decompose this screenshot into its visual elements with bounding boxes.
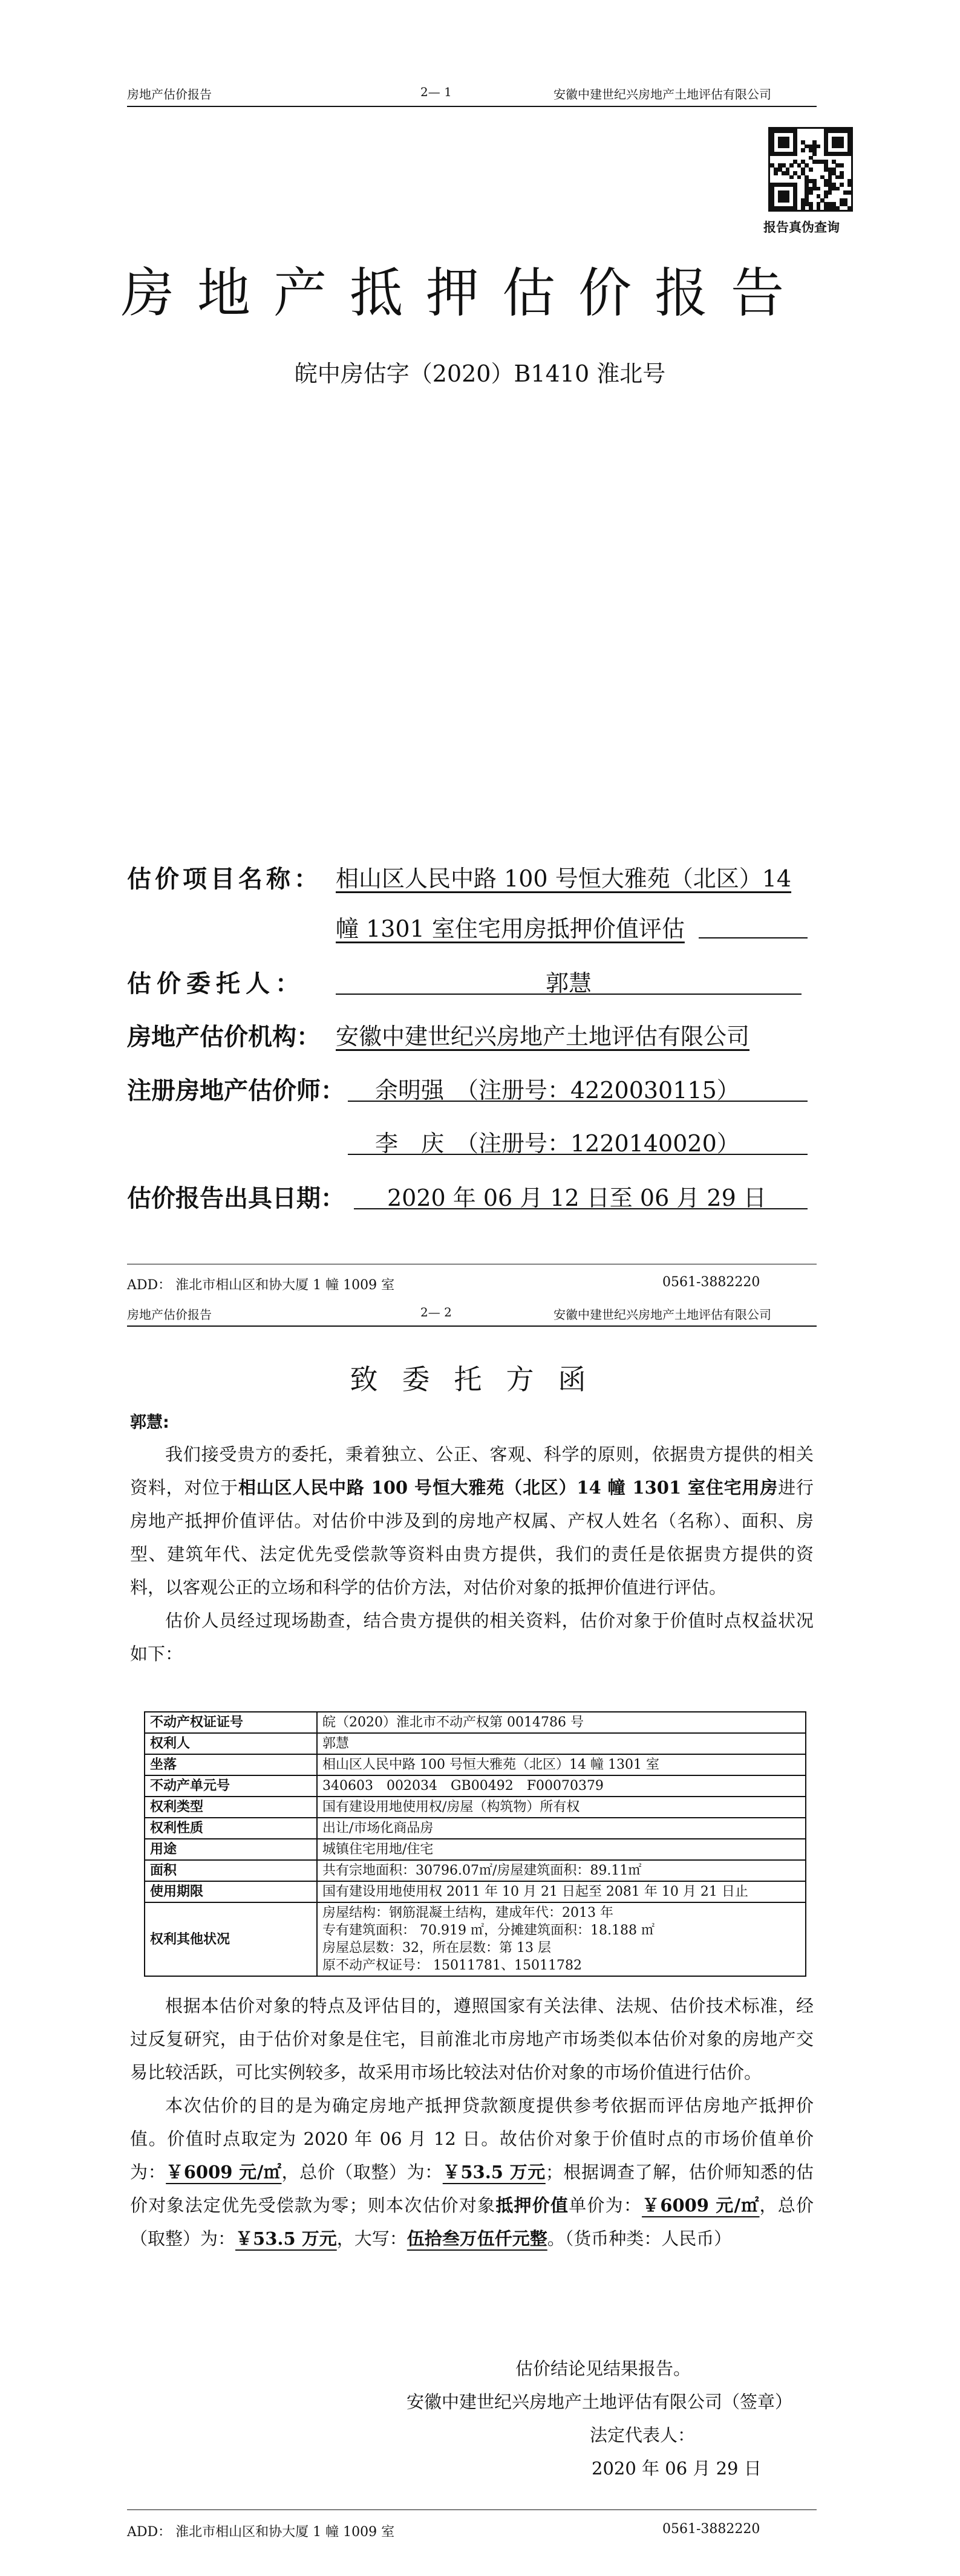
- table-key-cell: 使用期限: [145, 1881, 317, 1902]
- table-key-cell: 权利性质: [145, 1818, 317, 1839]
- header-left: 房地产估价报告: [127, 1307, 212, 1322]
- table-row: [145, 1797, 806, 1818]
- header-right: 安徽中建世纪兴房地产土地评估有限公司: [553, 1307, 771, 1322]
- appraiser-label: 注册房地产估价师：: [127, 1076, 345, 1105]
- table-key-cell: 坐落: [145, 1754, 317, 1775]
- table-key-cell: 不动产权证证号: [145, 1712, 317, 1733]
- table-value-cell: 国有建设用地使用权 2011 年 10 月 21 日起至 2081 年 10 月 21 日止: [317, 1881, 806, 1902]
- header-page-number: 2— 2: [420, 1305, 452, 1319]
- table-row: [145, 1712, 806, 1733]
- table-row: [145, 1839, 806, 1860]
- para3-text: 根据本估价对象的特点及评估目的，遵照国家有关法律、法规、估价技术标准，经过反复研究，由于估价对象是住宅，目前淮北市房地产市场类似本估价对象的房地产交易比较活跃，可比实例较多，故采用市场比较法对估价对象的市场价值进行估价。: [130, 1995, 814, 2083]
- table-row: [145, 1860, 806, 1881]
- date-underline: [354, 1208, 808, 1209]
- table-value-cell: 城镇住宅用地/住宅: [317, 1839, 806, 1860]
- table-key-cell: 权利其他状况: [145, 1902, 317, 1976]
- other-status-line: 专有建筑面积： 70.919 ㎡，分摊建筑面积：18.188 ㎡: [322, 1923, 655, 1938]
- footer-phone: 0561-3882220: [662, 2522, 760, 2537]
- mortgage-total-price: ￥53.5 万元: [235, 2228, 337, 2249]
- table-row: [145, 1881, 806, 1902]
- market-unit-price: ￥6009 元/㎡: [166, 2162, 282, 2182]
- header-rule: [127, 106, 817, 107]
- mortgage-unit-price: ￥6009 元/㎡: [642, 2195, 760, 2216]
- para1-text-a: 我们接受贵方的委托，秉着独立、公正、客观、科学的原则，依据贵方提供的相关资料，对位于: [130, 1444, 814, 1498]
- footer-address: ADD： 淮北市相山区和协大厦 1 幢 1009 室: [127, 2525, 395, 2540]
- other-status-line: 房屋结构：钢筋混凝土结构，建成年代：2013 年: [322, 1905, 613, 1921]
- company-signature: 安徽中建世纪兴房地产土地评估有限公司（签章）: [407, 2392, 793, 2412]
- legal-representative: 法定代表人：: [590, 2425, 696, 2445]
- project-value-line2: 幢 1301 室住宅用房抵押价值评估: [336, 916, 685, 942]
- table-key-cell: 权利类型: [145, 1797, 317, 1818]
- report-title: 房地产抵押估价报告: [121, 262, 808, 324]
- client-label: 估价委托人：: [127, 969, 305, 998]
- table-value-cell: 皖（2020）淮北市不动产权第 0014786 号: [317, 1712, 806, 1733]
- mortgage-value-label: 抵押价值: [495, 2195, 569, 2216]
- table-key-cell: 权利人: [145, 1733, 317, 1754]
- qr-caption: 报告真伪查询: [763, 220, 840, 235]
- market-total-price: ￥53.5 万元: [442, 2162, 546, 2182]
- table-value-cell: 相山区人民中路 100 号恒大雅苑（北区）14 幢 1301 室: [317, 1754, 806, 1775]
- table-value-cell: 郭慧: [317, 1733, 806, 1754]
- table-value-cell: [317, 1902, 806, 1976]
- salutation: 郭慧:: [130, 1413, 169, 1432]
- rights-table: [144, 1711, 806, 1977]
- paragraph-intro: [130, 1438, 814, 1671]
- property-address-bold: 相山区人民中路 100 号恒大雅苑（北区）14 幢 1301 室住宅用房: [238, 1477, 779, 1498]
- sign-date: 2020 年 06 月 29 日: [592, 2458, 762, 2479]
- letter-title: 致委托方函: [350, 1363, 610, 1396]
- table-value-cell: 340603 002034 GB00492 F00070379: [317, 1775, 806, 1797]
- date-value: 2020 年 06 月 12 日至 06 月 29 日: [387, 1185, 766, 1211]
- table-row: [145, 1902, 806, 1976]
- appraiser-2: 李 庆 （注册号：1220140020）: [375, 1130, 740, 1157]
- header-right: 安徽中建世纪兴房地产土地评估有限公司: [553, 87, 771, 102]
- header-page-number: 2— 1: [420, 85, 452, 99]
- project-value-line1: 相山区人民中路 100 号恒大雅苑（北区）14: [336, 865, 792, 892]
- other-status-line: 房屋总层数：32，所在层数：第 13 层: [322, 1940, 551, 1956]
- table-value-cell: 出让/市场化商品房: [317, 1818, 806, 1839]
- other-status-line: 原不动产权证号： 15011781、15011782: [322, 1958, 582, 1973]
- table-key-cell: 面积: [145, 1860, 317, 1881]
- qr-code-icon[interactable]: [768, 127, 853, 212]
- para4-text: 本次估价的目的是为确定房地产抵押贷款额度提供参考依据而评估房地产抵押价值。价值时点取定为 2020 年 06 月 12 日。故估价对象于价值时点的市场价值单价为：￥6009 元/㎡，总价（取整）为：￥53.5 万元；根据调查了解，估价师知悉的估价对象法定优先受偿款为零；则本次估价对象抵押价值单价为：￥6009 元/㎡，总价（取整）为：￥53.5 万元，大写：伍拾叁万伍仟元整。（货币种类：人民币）: [130, 2095, 814, 2249]
- date-label: 估价报告出具日期：: [127, 1184, 345, 1212]
- appraiser-1-underline: [348, 1101, 808, 1102]
- report-number: 皖中房估字（2020）B1410 淮北号: [294, 360, 666, 387]
- table-row: [145, 1818, 806, 1839]
- agency-label: 房地产估价机构：: [127, 1023, 321, 1051]
- table-row: [145, 1775, 806, 1797]
- appraiser-2-underline: [348, 1154, 808, 1155]
- table-row: [145, 1733, 806, 1754]
- agency-value: 安徽中建世纪兴房地产土地评估有限公司: [336, 1023, 750, 1050]
- table-key-cell: 不动产单元号: [145, 1775, 317, 1797]
- project-label: 估价项目名称：: [127, 865, 322, 893]
- footer-phone: 0561-3882220: [662, 1275, 760, 1290]
- table-row: [145, 1754, 806, 1775]
- footer-address: ADD： 淮北市相山区和协大厦 1 幢 1009 室: [127, 1278, 395, 1293]
- para1-text-b: 进行房地产抵押价值评估。对估价中涉及到的房地产权属、产权人姓名（名称）、面积、房型、建筑年代、法定优先受偿款等资料由贵方提供，我们的责任是依据贵方提供的资料，以客观公正的立场和科学的估价方法，对估价对象的抵押价值进行评估。: [130, 1477, 814, 1598]
- underline-fill: [699, 937, 808, 938]
- conclusion-note: 估价结论见结果报告。: [515, 2358, 691, 2379]
- header-rule: [127, 1325, 817, 1327]
- para2-text: 估价人员经过现场勘查，结合贵方提供的相关资料，估价对象于价值时点权益状况如下：: [130, 1610, 814, 1664]
- table-value-cell: 共有宗地面积：30796.07㎡/房屋建筑面积：89.11㎡: [317, 1860, 806, 1881]
- table-value-cell: 国有建设用地使用权/房屋（构筑物）所有权: [317, 1797, 806, 1818]
- appraiser-1: 余明强 （注册号：4220030115）: [375, 1077, 740, 1104]
- footer-rule: [127, 2509, 817, 2510]
- table-key-cell: 用途: [145, 1839, 317, 1860]
- client-value: 郭慧: [545, 970, 592, 997]
- paragraph-method: [130, 1989, 814, 2256]
- total-in-words: 伍拾叁万伍仟元整: [407, 2228, 547, 2249]
- client-underline: [336, 994, 802, 995]
- header-left: 房地产估价报告: [127, 87, 212, 102]
